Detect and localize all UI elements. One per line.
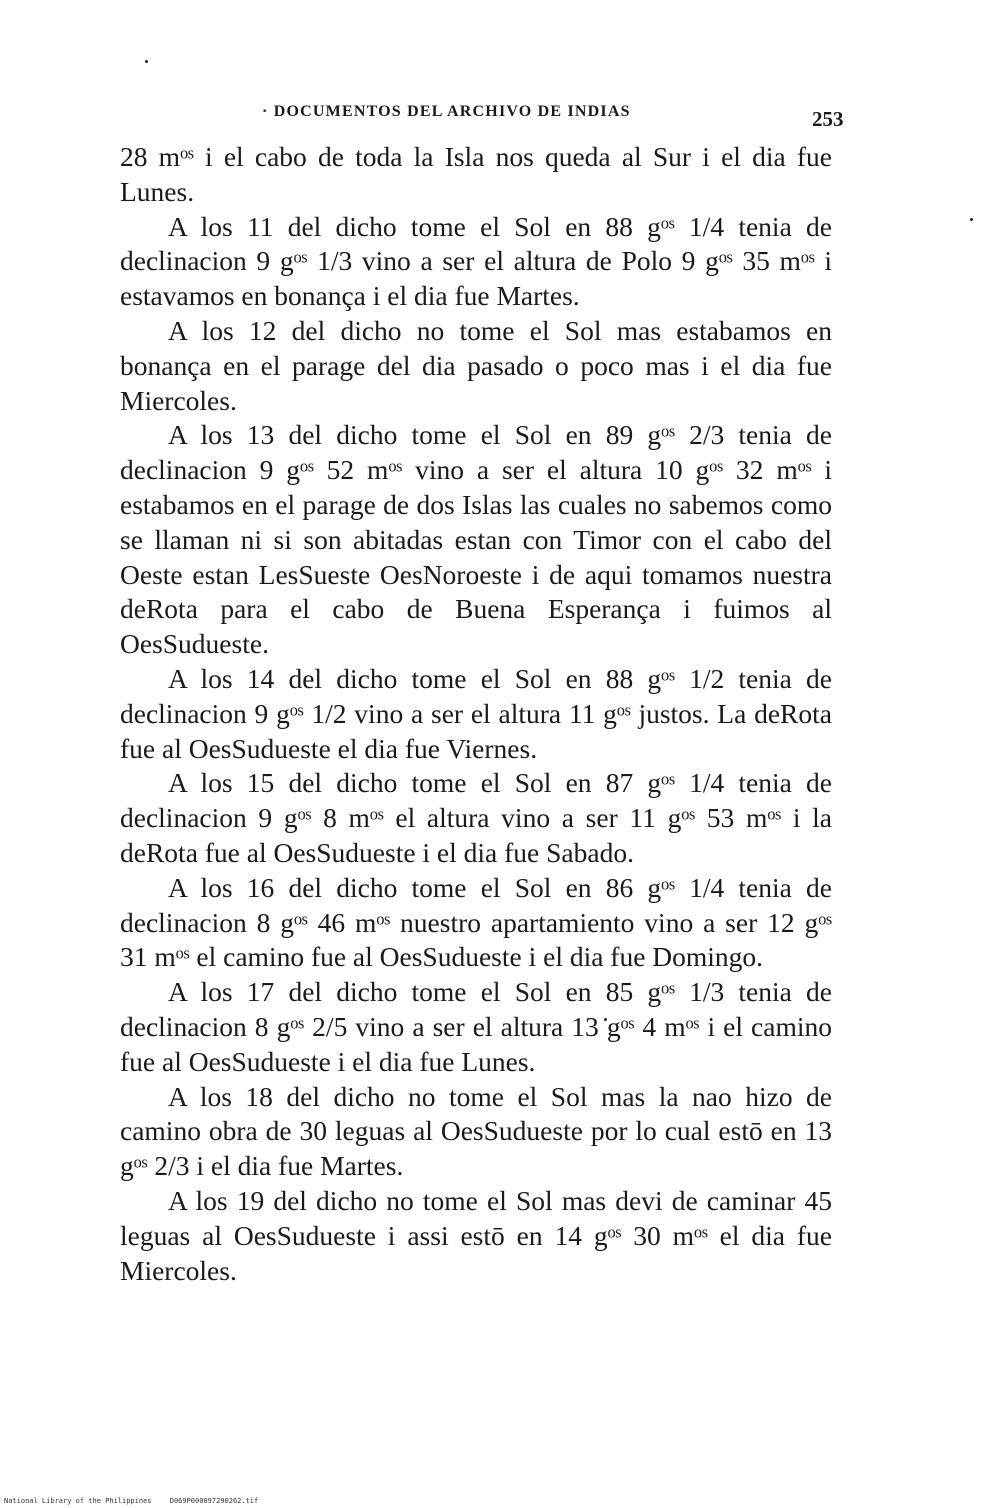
paragraph: A los 11 del dicho tome el Sol en 88 gᵒˢ 1/4 tenia de declinacion 9 gᵒˢ 1/3 vino a ser el altura de Polo 9 gᵒˢ 35 mᵒˢ i estavamos en bonança i el dia fue Martes. [120,210,832,312]
paragraph: A los 18 del dicho no tome el Sol mas la nao hizo de camino obra de 30 leguas al OesSudueste por lo cual estō en 13 gᵒˢ 2/3 i el dia fue Martes. [120,1080,832,1182]
paragraph: A los 13 del dicho tome el Sol en 89 gᵒˢ 2/3 tenia de declinacion 9 gᵒˢ 52 mᵒˢ vino a ser el altura 10 gᵒˢ 32 mᵒˢ i estabamos en el parage de dos Islas las cuales no sabemos como se llaman ni si son abitadas estan con Timor con el cabo del Oeste estan LesSueste OesNoroeste i de aqui tomamos nuestra deRota para el cabo de Buena Esperança i fuimos al OesSudueste. [120,419,832,660]
ink-speck [970,218,973,221]
page-number: 253 [812,107,844,131]
paragraph: A los 19 del dicho no tome el Sol mas devi de caminar 45 leguas al OesSudueste i assi estō en 14 gᵒˢ 30 mᵒˢ el dia fue Miercoles. [120,1184,832,1286]
paragraph: A los 12 del dicho no tome el Sol mas estabamos en bonança en el parage del dia pasado o poco mas i el dia fue Miercoles. [120,314,832,416]
running-header [262,101,862,131]
scan-footer [4,1497,272,1505]
ink-speck [145,60,148,63]
paragraph: A los 15 del dicho tome el Sol en 87 gᵒˢ 1/4 tenia de declinacion 9 gᵒˢ 8 mᵒˢ el altura vino a ser 11 gᵒˢ 53 mᵒˢ i la deRota fue al OesSudueste i el dia fue Sabado. [120,767,832,868]
paragraph: A los 17 del dicho tome el Sol en 85 gᵒˢ 1/3 tenia de declinacion 8 gᵒˢ 2/5 vino a ser el altura 13 gᵒˢ 4 mᵒˢ i el camino fue al OesSudueste i el dia fue Lunes. [120,976,832,1077]
header-title: · DOCUMENTOS DEL ARCHIVO DE INDIAS [262,103,631,120]
paragraph: A los 14 del dicho tome el Sol en 88 gᵒˢ 1/2 tenia de declinacion 9 gᵒˢ 1/2 vino a ser el altura 11 gᵒˢ justos. La deRota fue al OesSudueste el dia fue Viernes. [120,662,832,764]
paragraph: A los 16 del dicho tome el Sol en 86 gᵒˢ 1/4 tenia de declinacion 8 gᵒˢ 46 mᵒˢ nuestro apartamiento vino a ser 12 gᵒˢ 31 mᵒˢ el camino fue al OesSudueste i el dia fue Domingo. [120,871,832,973]
footer-library: National Library of the Philippines [4,1497,152,1505]
paragraph: 28 mᵒˢ i el cabo de toda la Isla nos queda al Sur i el dia fue Lunes. [120,141,832,207]
body-text [120,140,832,1288]
footer-file: D069P000097290262.tif [169,1497,259,1505]
